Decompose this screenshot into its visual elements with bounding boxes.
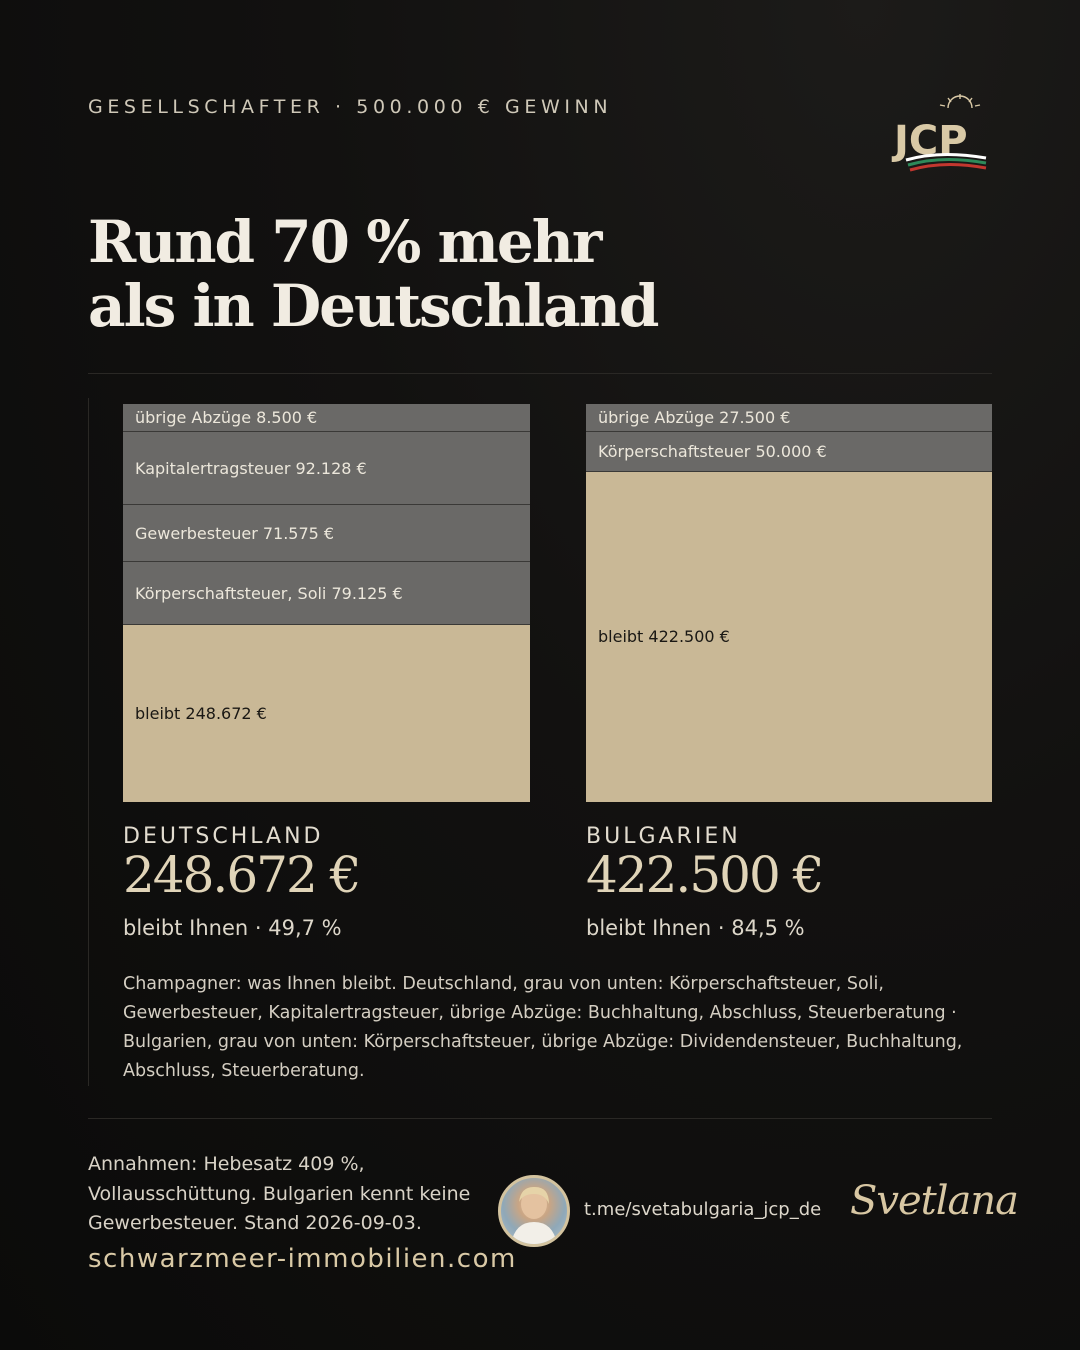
headline <box>88 210 658 338</box>
headline-line-1: Rund 70 % mehr <box>88 208 601 276</box>
stack-deutschland <box>123 404 530 802</box>
country-label-bulgarien: BULGARIEN <box>586 824 741 849</box>
share-bulgarien: bleibt Ihnen · 84,5 % <box>586 916 805 940</box>
segment-bulgarien-0: übrige Abzüge 27.500 € <box>586 404 992 432</box>
segment-deutschland-0: übrige Abzüge 8.500 € <box>123 404 530 432</box>
eyebrow: GESELLSCHAFTER · 500.000 € GEWINN <box>88 96 613 118</box>
website-link[interactable]: schwarzmeer-immobilien.com <box>88 1244 517 1274</box>
telegram-link[interactable]: t.me/svetabulgaria_jcp_de <box>584 1199 822 1220</box>
bottom-divider <box>88 1118 992 1119</box>
signature: Svetlana <box>850 1178 1018 1224</box>
country-label-deutschland: DEUTSCHLAND <box>123 824 324 849</box>
avatar-portrait-icon <box>501 1178 567 1244</box>
remaining-value-deutschland: 248.672 € <box>123 846 360 904</box>
chart-left-rule <box>88 398 89 1086</box>
chart-caption: Champagner: was Ihnen bleibt. Deutschland, grau von unten: Körperschaftsteuer, Soli, Gewerbesteuer, Kapitalertragsteuer, übrige Abzüge: Buchhaltung, Abschluss, Steuerberatung · Bulgarien, grau von unten: Körperschaftsteuer, übrige Abzüge: Dividendensteuer, Buchhaltung, Abschluss, Steuerberatung. <box>123 974 963 1081</box>
segment-deutschland-3: Körperschaftsteuer, Soli 79.125 € <box>123 562 530 625</box>
top-divider <box>88 373 992 374</box>
segment-bulgarien-remaining: bleibt 422.500 € <box>586 472 992 802</box>
logo-text: JCP <box>894 118 968 164</box>
stack-bulgarien <box>586 404 992 802</box>
assumptions-text: Annahmen: Hebesatz 409 %, Vollausschüttung. Bulgarien kennt keine Gewerbesteuer. Stand 2026-09-03. <box>88 1153 471 1234</box>
segment-deutschland-1: Kapitalertragsteuer 92.128 € <box>123 432 530 505</box>
segment-deutschland-remaining: bleibt 248.672 € <box>123 625 530 802</box>
headline-line-2: als in Deutschland <box>88 272 658 340</box>
segment-bulgarien-1: Körperschaftsteuer 50.000 € <box>586 432 992 472</box>
avatar <box>498 1175 570 1247</box>
jcp-logo <box>890 92 994 176</box>
remaining-value-bulgarien: 422.500 € <box>586 846 823 904</box>
segment-deutschland-2: Gewerbesteuer 71.575 € <box>123 505 530 562</box>
share-deutschland: bleibt Ihnen · 49,7 % <box>123 916 342 940</box>
